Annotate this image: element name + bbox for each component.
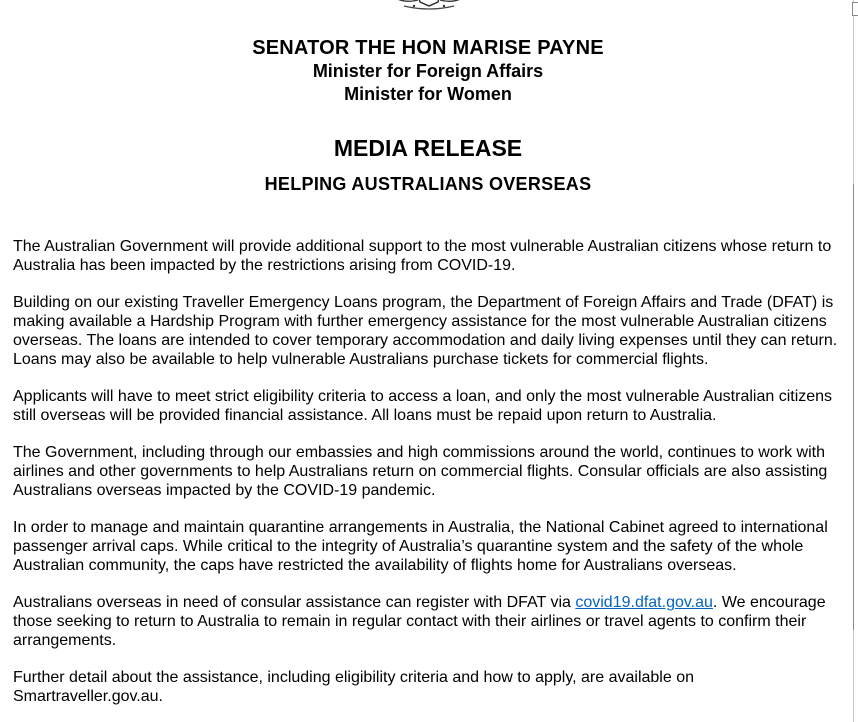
role-women: Minister for Women bbox=[344, 84, 512, 104]
paragraph: In order to manage and maintain quarantine arrangements in Australia, the National Cabinet agreed to international passenger arrival caps. While critical to the integrity of Australia’s quarantine system and the safety of the whole Australian community, the caps have restricted the availability of flights home for Australians overseas. bbox=[13, 519, 828, 574]
senator-name: SENATOR THE HON MARISE PAYNE bbox=[252, 37, 604, 59]
release-title: HELPING AUSTRALIANS OVERSEAS bbox=[264, 174, 592, 194]
consular-text-after: . We encourage those seeking to return to Australia to remain in regular contact with their airlines or travel agents to confirm their arrangements. bbox=[13, 594, 826, 649]
closing-paragraph: Further detail about the assistance, including eligibility criteria and how to apply, are available on Smartraveller.gov.au. bbox=[13, 669, 694, 705]
vertical-scrollbar[interactable] bbox=[853, 0, 858, 722]
role-foreign-affairs: Minister for Foreign Affairs bbox=[312, 61, 544, 81]
media-release-label: MEDIA RELEASE bbox=[333, 135, 523, 161]
paragraph: The Australian Government will provide additional support to the most vulnerable Australian citizens whose return to Australia has been impacted by the restrictions arising from COVID-19. bbox=[13, 238, 832, 274]
scroll-up-icon[interactable] bbox=[852, 2, 858, 16]
paragraph: Building on our existing Traveller Emergency Loans program, the Department of Foreign Affairs and Trade (DFAT) is making available a Hardship Program with further emergency assistance for the most vulnerable Australian citizens overseas. The loans are intended to cover temporary accommodation and daily living expenses until they can return. Loans may also be available to help vulnerable Australians purchase tickets for commercial flights. bbox=[13, 294, 838, 368]
scrollbar-track-mark bbox=[853, 184, 858, 630]
paragraph: The Government, including through our embassies and high commissions around the world, continues to work with airlines and other governments to help Australians return on commercial flights. Consular officials are also assisting Australians overseas impacted by the COVID-19 pandemic. bbox=[13, 444, 828, 499]
covid19-dfat-link[interactable]: covid19.dfat.gov.au bbox=[575, 594, 713, 611]
consular-text-before: Australians overseas in need of consular assistance can register with DFAT via bbox=[13, 594, 576, 611]
letterhead bbox=[0, 36, 856, 106]
consular-paragraph bbox=[13, 593, 845, 650]
paragraph: Applicants will have to meet strict eligibility criteria to access a loan, and only the most vulnerable Australian citizens still overseas will be provided financial assistance. All loans must be repaid upon return to Australia. bbox=[13, 388, 833, 424]
coat-of-arms-icon bbox=[384, 0, 474, 10]
release-body bbox=[13, 237, 845, 722]
